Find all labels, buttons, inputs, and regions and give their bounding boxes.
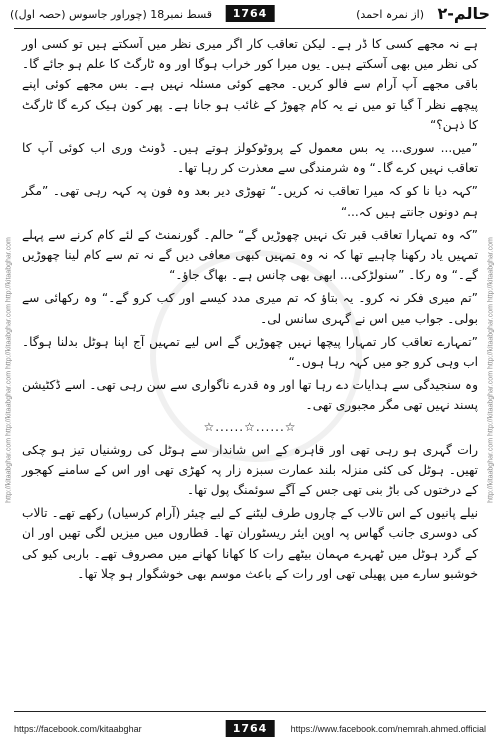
page-number-header: 1764 xyxy=(226,5,275,22)
watermark-right-text: http://kitaabghar.com http://kitaabghar.com http://kitaabghar.com http://kitaabghar.com xyxy=(487,237,495,503)
episode-label: قسط نمبر18 (چوراور جاسوس (حصہ اول)) xyxy=(10,8,213,21)
page-footer xyxy=(14,718,486,742)
facebook-link[interactable]: https://facebook.com/kitaabghar xyxy=(14,724,142,734)
watermark-left xyxy=(2,60,16,680)
author-credit: (از نمرہ احمد) xyxy=(356,8,424,21)
paragraph: رات گہری ہو رہی تھی اور قاہرہ کے اس شاندار سے ہوٹل کی روشنیاں تیز ہو چکی تھیں۔ ہوٹل کی کئی منزلہ بلند عمارت سبزہ زار پہ کھڑی تھی اور اس کے سامنے کھجور کے درختوں کی باڑ بنی تھی جس کے آگے سوئمنگ پول تھا۔ xyxy=(22,442,478,498)
scene-separator: ☆......☆......☆ xyxy=(203,419,297,434)
footer-rule xyxy=(14,711,486,712)
watermark-left-text: http://kitaabghar.com http://kitaabghar.com http://kitaabghar.com http://kitaabghar.com xyxy=(5,237,13,503)
paragraph: ”تم میری فکر نہ کرو۔ یہ بتاؤ کہ تم میری مدد کیسے اور کب کرو گے۔“ وہ رکھائی سے بولی۔ جواب میں اس نے گہری سانس لی۔ xyxy=(22,291,478,326)
story-title: حالم-۲ xyxy=(437,4,490,23)
paragraph: ہے نہ مجھے کسی کا ڈر ہے۔ لیکن تعاقب کار اگر میری نظر میں آسکتے ہیں تو کسی اور کی نظر میں بھی آسکتے ہیں۔ یوں میرا کور خراب ہوگا اور وہ ٹارگٹ کا علم ہو جائے گا۔ باقی مجھے آپ آرام سے فالو کریں۔ مجھے کوئی مسئلہ نہیں ہے۔ بس مجھے کوئی اپنے پیچھے نظر آ گیا تو میں نے یہ کام چھوڑ کے غائب ہو جانا ہے۔ پھر کون ہیک کرے گا ٹارگٹ کا ذہن؟“ xyxy=(22,37,478,132)
paragraph: ”تمہارے تعاقب کار تمہارا پیچھا نہیں چھوڑیں گے اس لیے تمہیں آج اپنا ہوٹل بدلنا ہوگا۔ اب وہی کرو جو میں کہہ رہا ہوں۔“ xyxy=(22,334,478,370)
watermark-right xyxy=(484,60,498,680)
paragraph: ”کہہ دیا نا کو کہ میرا تعاقب نہ کریں۔“ تھوڑی دیر بعد وہ فون پہ کہہ رہی تھی۔ ”مگر ہم دونوں جانتے ہیں کہ...“ xyxy=(22,184,478,219)
paragraph: ”میں... سوری... یہ بس معمول کے پروٹوکولز ہوتے ہیں۔ ڈونٹ وری اب کوئی آپ کا تعاقب نہیں کرے گا۔“ وہ شرمندگی سے معذرت کر رہا تھا۔ xyxy=(22,141,478,176)
author-page-link[interactable]: https://www.facebook.com/nemrah.ahmed.official xyxy=(290,724,486,734)
page-number-footer: 1764 xyxy=(226,720,275,737)
paragraph: نیلے پانیوں کے اس تالاب کے چاروں طرف لیٹنے کے لیے چیئر (آرام کرسیاں) رکھے تھے۔ تالاب کی دوسری جانب گھاس پہ اوپن ایئر ریسٹوران تھا۔ قطاروں میں میزیں لگی تھیں اور ان کے گرد ہوٹل میں ٹھہرے مہمان بیٹھے رات کا کھانا کھانے میں مصروف تھے۔ باربی کیو کی خوشبو سارے میں پھیلی تھی اور رات کے باعث موسم بھی خوشگوار ہو چلا تھا۔ xyxy=(22,506,478,581)
paragraph: وہ سنجیدگی سے ہدایات دے رہا تھا اور وہ قدرے ناگواری سے سن رہی تھی۔ اسے ڈکٹیشن پسند نہیں تھی مگر مجبوری تھی۔ xyxy=(22,378,478,413)
header-rule xyxy=(14,28,486,29)
page-header xyxy=(10,4,490,26)
paragraph: ”کہ وہ تمہارا تعاقب قبر تک نہیں چھوڑیں گے“ حالم۔ گورنمنٹ کے لئے کام کرنے سے پہلے تمہیں یاد رکھنا چاہیے تھا کہ نہ وہ تمہیں کبھی معافی دیں گے نہ تم سے کام لینا چھوڑیں گے۔“ وہ رکا۔ ”سنولڑکی... ابھی بھی چانس ہے۔ بھاگ جاؤ۔“ xyxy=(22,227,478,283)
story-body xyxy=(22,34,478,587)
